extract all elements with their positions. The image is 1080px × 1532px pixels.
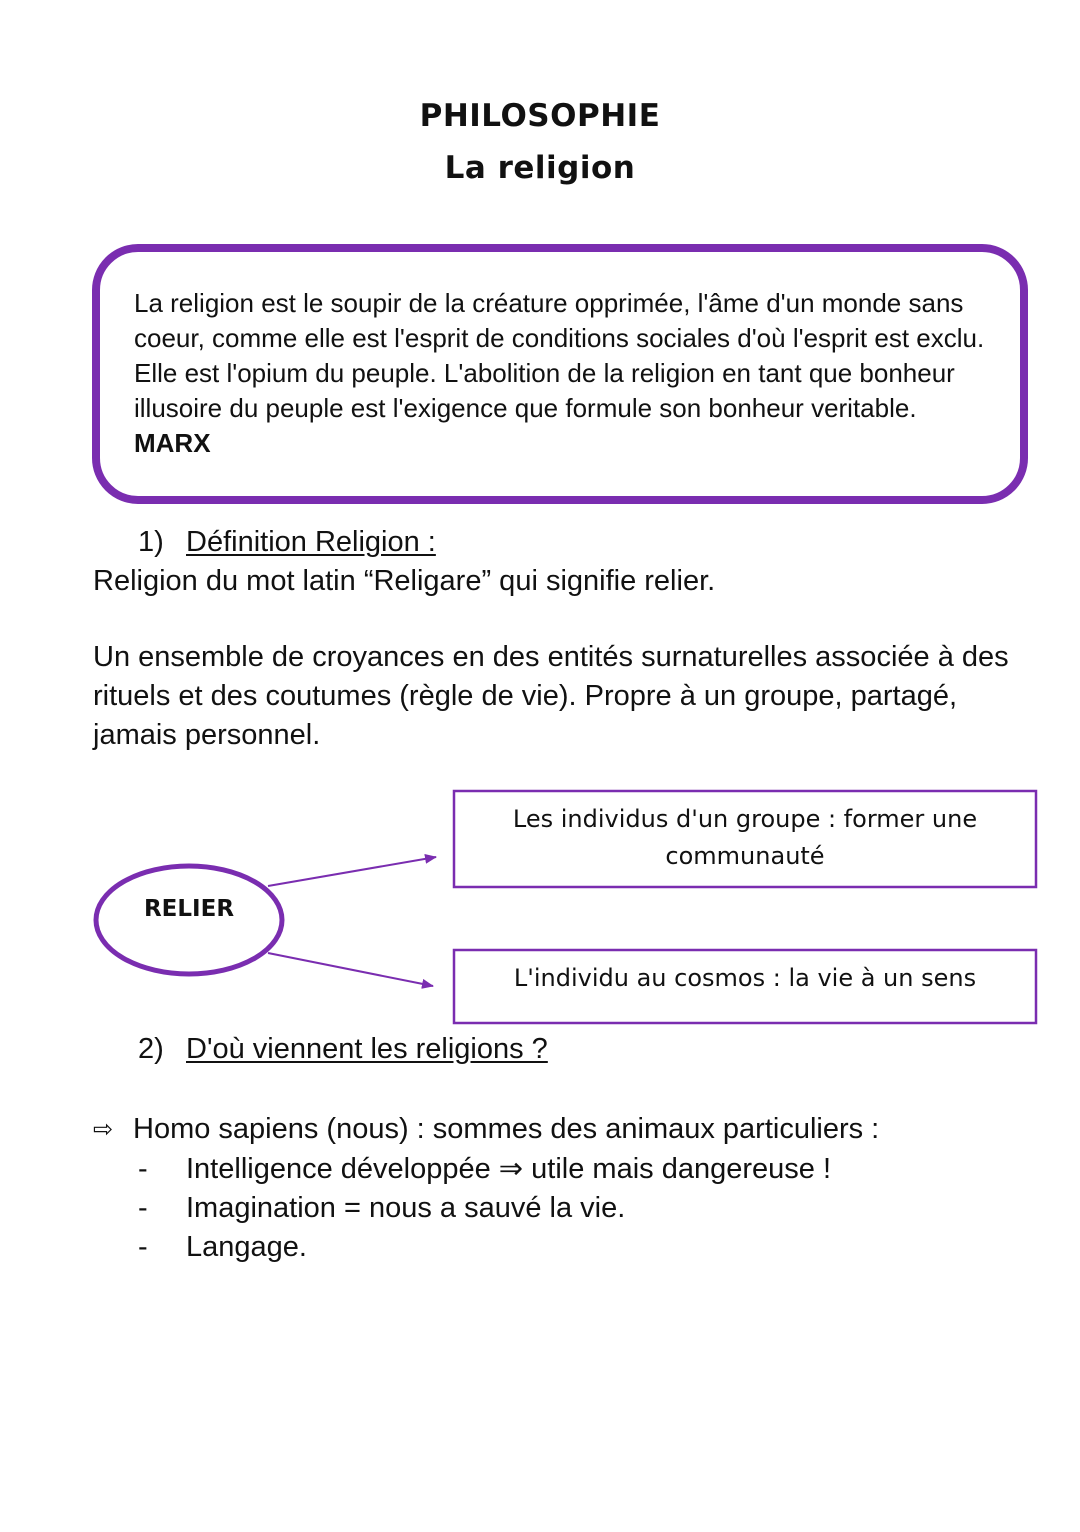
section-heading-text: Définition Religion : xyxy=(186,526,436,558)
arrow-to-cosmos xyxy=(268,953,433,986)
definition-paragraph: Un ensemble de croyances en des entités surnaturelles associée à des rituels et des coutumes (règle de vie). Propre à un groupe, partagé, jamais personnel. xyxy=(93,641,1009,751)
bullet-dash: - xyxy=(138,1192,148,1224)
list-item-text: Intelligence développée ⇒ utile mais dangereuse ! xyxy=(186,1153,831,1185)
arrow-to-community xyxy=(268,857,436,886)
bullet-dash: - xyxy=(138,1231,148,1263)
homo-sapiens-text: Homo sapiens (nous) : sommes des animaux particuliers : xyxy=(133,1113,880,1145)
diagram-box-cosmos-text: L'individu au cosmos : la vie à un sens xyxy=(513,964,977,992)
section-number: 1) xyxy=(138,526,164,558)
list-item-text: Langage. xyxy=(186,1231,307,1263)
section-heading-text: D'où viennent les religions ? xyxy=(186,1033,548,1065)
page-title: La religion xyxy=(444,150,636,186)
homo-sapiens-line xyxy=(93,1110,879,1149)
relier-label: RELIER xyxy=(143,896,235,922)
quote-author: MARX xyxy=(134,428,211,458)
section-number: 2) xyxy=(138,1033,164,1065)
list-item xyxy=(138,1189,831,1228)
bullet-dash: - xyxy=(138,1153,148,1185)
quote-text: La religion est le soupir de la créature opprimée, l'âme d'un monde sans coeur, comme elle est l'esprit de conditions sociales d'où l'esprit est exclu. Elle est l'opium du peuple. L'abolition de la religion en tant que bonheur illusoire du peuple est l'exigence que formule son bonheur veritable. xyxy=(134,288,985,423)
list-item-text: Imagination = nous a sauvé la vie. xyxy=(186,1192,626,1224)
right-arrow-icon: ⇨ xyxy=(93,1116,114,1143)
traits-list xyxy=(138,1150,831,1267)
page-subject: PHILOSOPHIE xyxy=(419,98,661,134)
list-item xyxy=(138,1150,831,1189)
etymology-paragraph: Religion du mot latin “Religare” qui signifie relier. xyxy=(93,565,716,597)
list-item xyxy=(138,1228,831,1267)
section-heading-origins xyxy=(138,1031,548,1067)
diagram-box-community-text: Les individus d'un groupe : former une communauté xyxy=(512,805,978,870)
